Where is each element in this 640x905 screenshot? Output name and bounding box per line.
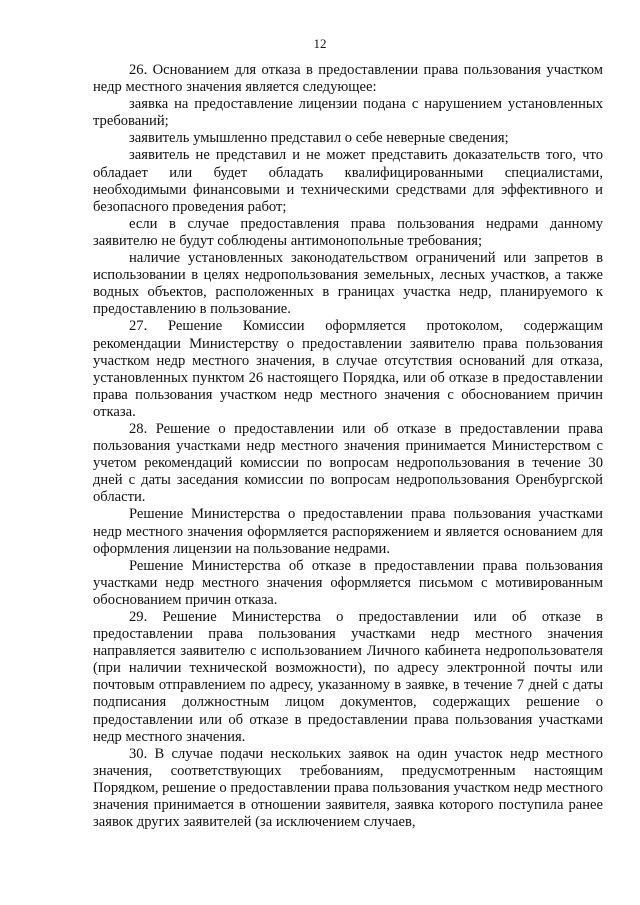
paragraph-29: 29. Решение Министерства о предоставлении или об отказе в предоставлении права пользования участками недр местного значения направляется заявителю с использованием Личного кабинета недропользователя (при наличии технической возможности), по адресу электронной почты или почтовым отправлением по адресу, указанному в заявке, в течение 7 дней с даты подписания должностным лицом документов, содержащих решение о предоставлении или об отказе в предоставлении права пользования участками недр местного значения. xyxy=(93,609,603,745)
paragraph-28-refusal: Решение Министерства об отказе в предоставлении права пользования участками недр местного значения оформляется письмом с мотивированным обоснованием причин отказа. xyxy=(93,557,603,608)
paragraph-28-order: Решение Министерства о предоставлении права пользования участками недр местного значения оформляется распоряжением и является основанием для оформления лицензии на пользование недрами. xyxy=(93,506,603,557)
paragraph-26-item-no-evidence: заявитель не представил и не может представить доказательств того, что обладает или будет обладать квалифицированными специалистами, необходимыми финансовыми и техническими средствами для эффективного и безопасного проведения работ; xyxy=(93,147,603,215)
paragraph-26-item-application: заявка на предоставление лицензии подана с нарушением установленных требований; xyxy=(93,96,603,130)
paragraph-27: 27. Решение Комиссии оформляется протоколом, содержащим рекомендации Министерству о предоставлении заявителю права пользования участком недр местного значения, в случае отсутствия оснований для отказа, установленных пунктом 26 настоящего Порядка, или об отказе в предоставлении права пользования участком недр местного значения с обоснованием причин отказа. xyxy=(93,318,603,420)
paragraph-26: 26. Основанием для отказа в предоставлении права пользования участком недр местного значения является следующее: xyxy=(93,62,603,96)
paragraph-26-item-antimonopoly: если в случае предоставления права пользования недрами данному заявителю не будут соблюдены антимонопольные требования; xyxy=(93,215,603,249)
paragraph-26-item-restrictions: наличие установленных законодательством ограничений или запретов в использовании в целях недропользования земельных, лесных участков, а также водных объектов, расположенных в границах участка недр, планируемого к предоставлению в пользование. xyxy=(93,250,603,318)
page-number: 12 xyxy=(313,36,327,51)
document-body xyxy=(93,62,603,831)
paragraph-30: 30. В случае подачи нескольких заявок на один участок недр местного значения, соответствующих требованиям, предусмотренным настоящим Порядком, решение о предоставлении права пользования участком недр местного значения принимается в отношении заявителя, заявка которого поступила ранее заявок других заявителей (за исключением случаев, xyxy=(93,745,603,831)
paragraph-28: 28. Решение о предоставлении или об отказе в предоставлении права пользования участками недр местного значения принимается Министерством с учетом рекомендаций комиссии по вопросам недропользования в течение 30 дней с даты заседания комиссии по вопросам недропользования Оренбургской области. xyxy=(93,420,603,506)
paragraph-26-item-false-info: заявитель умышленно представил о себе неверные сведения; xyxy=(129,130,509,147)
